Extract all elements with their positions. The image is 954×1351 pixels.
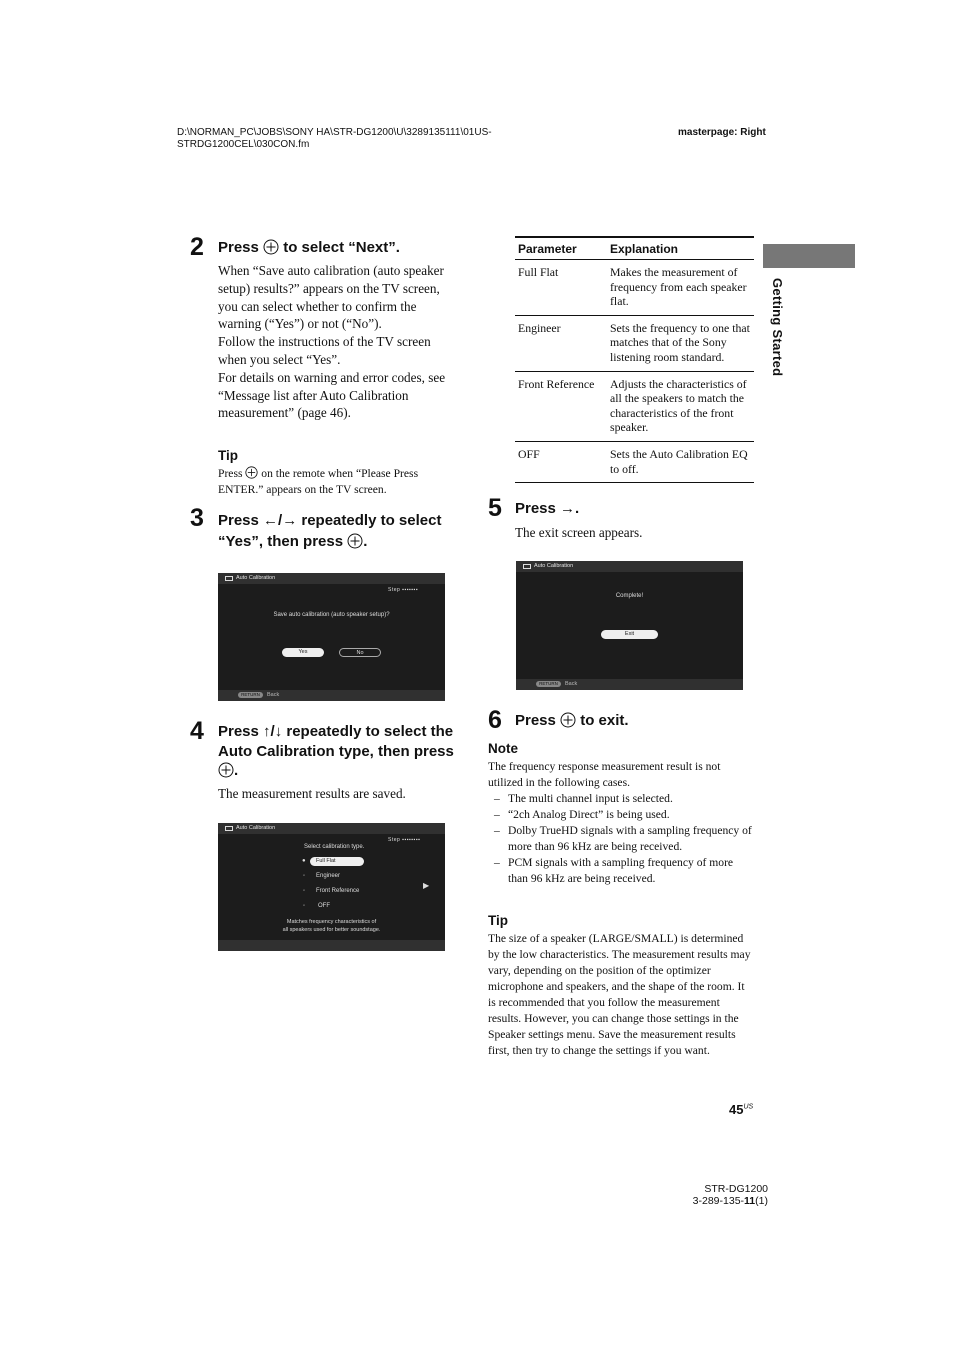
back-label: Back (565, 681, 578, 687)
step-2-title-pre: Press (218, 239, 264, 256)
step-3-number: 3 (190, 504, 204, 532)
step-label: Step (388, 587, 401, 593)
footer-code (640, 1195, 768, 1207)
page-number-suffix: US (743, 1103, 754, 1111)
screen-select-calibration (218, 823, 445, 951)
return-key-badge: RETURN (536, 681, 561, 687)
enter-button-icon (245, 466, 258, 479)
radio-selected-icon: ● (302, 858, 306, 864)
calibration-type-heading: Select calibration type. (304, 844, 365, 850)
enter-button-icon (347, 533, 363, 549)
page-number-value: 45 (729, 1102, 744, 1117)
option-off[interactable]: OFF (318, 903, 330, 909)
step-indicator: Step ▪▪▪▪▪▪▪▪ (388, 837, 421, 843)
step-2-paragraph-2: Follow the instructions of the TV screen when you select “Yes”. (218, 334, 431, 367)
step-6-title-post: to exit. (576, 712, 629, 729)
footer-code-pre: 3-289-135- (692, 1195, 745, 1207)
step-4-title-post: . (234, 762, 239, 779)
screen-title: Auto Calibration (534, 563, 574, 569)
step-2-title (218, 238, 458, 258)
enter-button-icon (560, 712, 576, 728)
setup-icon (225, 576, 233, 581)
step-2-number: 2 (190, 233, 204, 261)
list-item: – PCM signals with a sampling frequency of more than 96 kHz are being received. (488, 855, 754, 887)
table-cell-parameter: Full Flat (515, 260, 607, 316)
step-4-title (218, 722, 458, 781)
step-2-body (218, 262, 454, 422)
table-cell-parameter: OFF (515, 441, 607, 482)
radio-icon: ◦ (303, 903, 306, 909)
footer-code-bold: 11 (744, 1195, 756, 1207)
table-row (515, 441, 754, 482)
option-full-flat[interactable]: Full Flat (310, 857, 364, 866)
screen-footer-bar (218, 690, 445, 701)
table-cell-explanation: Sets the Auto Calibration EQ to off. (607, 441, 754, 482)
list-item: – “2ch Analog Direct” is being used. (488, 807, 754, 823)
step-4-title-pre: Press ↑/↓ repeatedly to select the Auto Calibration type, then press (218, 723, 454, 760)
setup-icon (225, 826, 233, 831)
screen-title-bar (218, 573, 445, 584)
tip-heading: Tip (488, 913, 508, 928)
step-2-title-post: to select “Next”. (279, 239, 400, 256)
complete-message: Complete! (615, 593, 644, 599)
footer-model-info (640, 1183, 768, 1207)
footer-model: STR-DG1200 (704, 1183, 768, 1195)
section-tab-marker (763, 244, 855, 268)
step-3-title-post: . (363, 533, 368, 550)
save-question: Save auto calibration (auto speaker setup)? (273, 612, 390, 618)
table-cell-parameter: Engineer (515, 315, 607, 371)
step-2-paragraph-1: When “Save auto calibration (auto speaker setup) results?” appears on the TV screen, you can select whether to confirm the warning (“Yes”) or not (“No”). (218, 263, 444, 332)
back-label: Back (267, 692, 280, 698)
screen-footer-bar (516, 679, 743, 690)
step-4-body: The measurement results are saved. (218, 786, 406, 801)
step-indicator: Step ▪▪▪▪▪▪▪ (388, 587, 419, 593)
masterpage-label: masterpage: Right (678, 127, 766, 138)
step-2-tip-pre: Press (218, 467, 246, 480)
table-cell-explanation: Sets the frequency to one that matches that of the Sony listening room standard. (607, 315, 754, 371)
step-2-tip-body (218, 466, 454, 498)
table-row (515, 371, 754, 441)
step-3-title-pre: Press ←/→ repeatedly to select “Yes”, then press (218, 512, 442, 550)
return-key-badge: RETURN (238, 692, 263, 698)
arrow-right-icon: ▶ (423, 881, 430, 890)
step-4-number: 4 (190, 717, 204, 745)
step-2-tip-post: on the remote when “Please Press ENTER.” appears on the TV screen. (218, 467, 419, 496)
no-button[interactable]: No (339, 648, 381, 657)
tip-body: The size of a speaker (LARGE/SMALL) is determined by the low characteristics. The measurement results may vary, depending on the position of the optimizer microphone and speakers, and the shape of the room. It is recommended that you follow the measurement results. However, you can change those settings in the Speaker settings menu. Save the measurement results first, then try to change the settings if you want. (488, 932, 751, 1057)
screen-exit (516, 561, 743, 690)
page-number (729, 1102, 753, 1117)
calibration-description-1: Matches frequency characteristics of (286, 919, 377, 925)
yes-button[interactable]: Yes (282, 648, 324, 657)
list-item: – Dolby TrueHD signals with a sampling frequency of more than 96 kHz are being received. (488, 823, 754, 855)
step-2-tip-heading: Tip (218, 448, 238, 463)
file-path-header (177, 127, 597, 151)
table-row (515, 315, 754, 371)
step-6-title (515, 711, 629, 731)
screen-title: Auto Calibration (236, 575, 276, 581)
option-front-reference[interactable]: Front Reference (316, 888, 360, 894)
step-5-number: 5 (488, 494, 502, 522)
table-row (515, 260, 754, 316)
exit-button[interactable]: Exit (601, 630, 658, 639)
screen-title-bar (516, 561, 743, 572)
radio-icon: ◦ (303, 888, 306, 894)
screen-save-calibration (218, 573, 445, 701)
footer-code-post: (1) (755, 1195, 768, 1207)
table-header-parameter: Parameter (515, 237, 607, 260)
note-body (488, 759, 754, 887)
parameter-table (515, 236, 754, 483)
step-6-title-pre: Press (515, 712, 561, 729)
note-list (488, 791, 754, 887)
step-6-number: 6 (488, 706, 502, 734)
table-cell-explanation: Makes the measurement of frequency from each speaker flat. (607, 260, 754, 316)
list-item: – The multi channel input is selected. (488, 791, 754, 807)
option-engineer[interactable]: Engineer (316, 873, 341, 879)
note-heading: Note (488, 741, 518, 756)
table-cell-parameter: Front Reference (515, 371, 607, 441)
setup-icon (523, 564, 531, 569)
table-header-explanation: Explanation (607, 237, 754, 260)
table-header-row (515, 237, 754, 260)
step-5-body: The exit screen appears. (515, 525, 643, 540)
calibration-description-2: all speakers used for better soundstage. (282, 927, 381, 933)
enter-button-icon (263, 239, 279, 255)
screen-footer-bar (218, 940, 445, 951)
table-cell-explanation: Adjusts the characteristics of all the speakers to match the characteristics of the front speaker. (607, 371, 754, 441)
step-3-title (218, 510, 458, 552)
screen-title: Auto Calibration (236, 825, 276, 831)
note-intro: The frequency response measurement result is not utilized in the following cases. (488, 760, 721, 789)
screen-title-bar (218, 823, 445, 834)
radio-icon: ◦ (303, 873, 306, 879)
file-path-line-2: STRDG1200CEL\030CON.fm (177, 139, 310, 150)
section-tab-label: Getting Started (770, 278, 785, 377)
step-label: Step (388, 837, 401, 843)
step-5-title: Press →. (515, 500, 580, 517)
step-2-paragraph-3: For details on warning and error codes, see “Message list after Auto Calibration measurement” (page 46). (218, 369, 446, 421)
file-path-line-1: D:\NORMAN_PC\JOBS\SONY HA\STR-DG1200\U\3289135111\01US- (177, 127, 492, 138)
enter-button-icon (218, 762, 234, 778)
